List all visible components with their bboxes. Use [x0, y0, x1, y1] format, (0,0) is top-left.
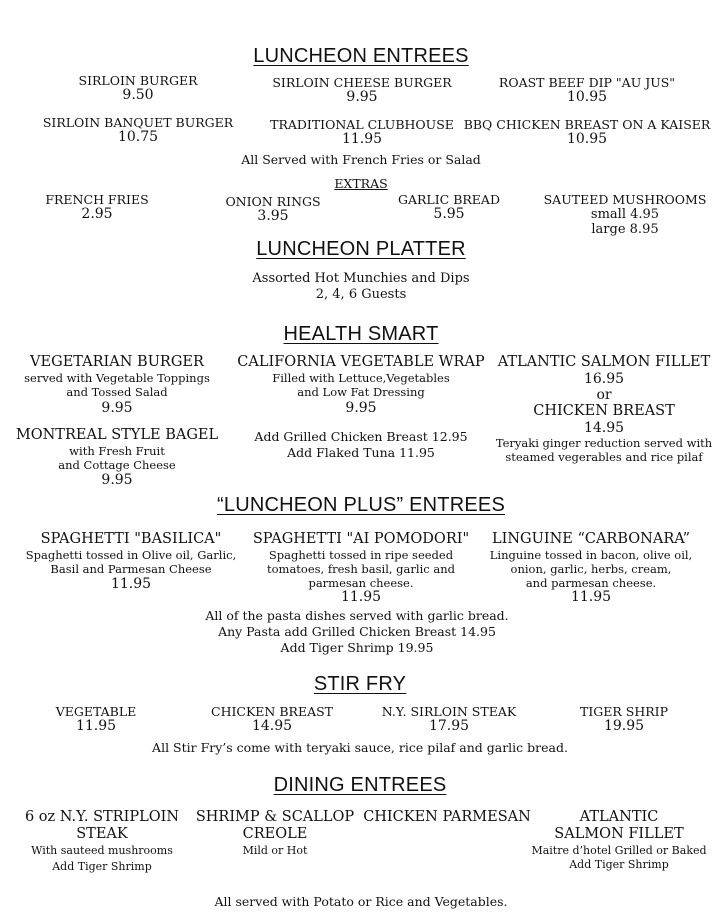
item-name-2: CREOLE	[242, 826, 308, 842]
luncheon-plus-title: “LUNCHEON PLUS” ENTREES	[217, 494, 505, 516]
menu-item-sirloin-burger	[79, 73, 198, 103]
item-name: N.Y. SIRLOIN STEAK	[381, 704, 517, 719]
item-price: 9.95	[101, 472, 133, 488]
item-price: 17.95	[428, 718, 470, 734]
item-name: BBQ CHICKEN BREAST ON A KAISER	[463, 117, 711, 132]
pasta-note-1: All of the pasta dishes served with garlic bread.	[205, 608, 509, 623]
item-name: SAUTEED MUSHROOMS	[543, 192, 707, 207]
item-name-2: STEAK	[76, 826, 128, 842]
platter-line-1: Assorted Hot Munchies and Dips	[252, 271, 470, 286]
item-price: 11.95	[75, 718, 117, 734]
menu-item-spaghetti-pomodori	[253, 531, 469, 605]
item-name: TRADITIONAL CLUBHOUSE	[270, 117, 454, 132]
stir-fry-sirloin-steak	[382, 704, 516, 734]
item-name: SPAGHETTI "AI POMODORI"	[252, 531, 470, 547]
item-price: 10.95	[566, 89, 608, 105]
item-price: 10.75	[117, 129, 159, 145]
item-name-2: SALMON FILLET	[554, 826, 684, 842]
item-price: 14.95	[251, 718, 293, 734]
item-price: 11.95	[570, 589, 612, 605]
add-tuna: Add Flaked Tuna 11.95	[287, 445, 435, 460]
item-desc: onion, garlic, herbs, cream,	[510, 562, 672, 576]
menu-item-linguine-carbonara	[490, 531, 692, 605]
extra-onion-rings	[225, 194, 320, 224]
menu-item-vegetarian-burger	[24, 354, 210, 416]
item-or: or	[596, 387, 612, 403]
platter-description	[252, 271, 469, 303]
item-name: FRENCH FRIES	[45, 192, 149, 207]
item-desc: and Cottage Cheese	[58, 458, 176, 472]
item-desc: Basil and Parmesan Cheese	[50, 562, 212, 576]
item-desc: and parmesan cheese.	[525, 576, 657, 590]
menu-item-california-wrap	[237, 354, 484, 416]
served-with-note: All Served with French Fries or Salad	[241, 152, 481, 167]
item-price: 11.95	[341, 131, 383, 147]
pasta-notes	[205, 608, 508, 656]
menu-item-sirloin-banquet-burger	[43, 115, 233, 145]
item-name: 6 oz N.Y. STRIPLOIN	[24, 809, 180, 825]
menu-item-sirloin-cheese-burger	[272, 75, 451, 105]
add-chicken: Add Grilled Chicken Breast 12.95	[254, 429, 468, 444]
item-name: CALIFORNIA VEGETABLE WRAP	[237, 354, 485, 370]
menu-item-montreal-bagel	[16, 427, 218, 488]
item-desc: Spaghetti tossed in ripe seeded	[268, 548, 454, 562]
item-price: 10.95	[566, 131, 608, 147]
item-name: MONTREAL STYLE BAGEL	[15, 427, 219, 443]
item-name: SPAGHETTI "BASILICA"	[40, 531, 222, 547]
item-desc: tomatoes, fresh basil, garlic and	[267, 562, 455, 576]
item-name: SIRLOIN BANQUET BURGER	[42, 115, 234, 130]
item-name: SIRLOIN CHEESE BURGER	[272, 75, 452, 90]
item-name: CHICKEN PARMESAN	[363, 809, 531, 825]
item-price: 9.95	[346, 89, 378, 105]
item-desc: parmesan cheese.	[308, 576, 414, 590]
item-name: LINGUINE “CARBONARA”	[491, 531, 690, 547]
item-price: 9.95	[345, 400, 377, 416]
item-desc: Maitre d’hotel Grilled or Baked	[531, 844, 707, 857]
item-name-2: CHICKEN BREAST	[533, 403, 675, 419]
stir-fry-tiger-shrimp	[580, 704, 668, 734]
item-desc: and Low Fat Dressing	[297, 385, 425, 399]
dining-note: All served with Potato or Rice and Vegetables.	[214, 894, 508, 909]
item-desc: served with Vegetable Toppings	[24, 371, 210, 385]
item-name: GARLIC BREAD	[398, 192, 500, 207]
item-name: ATLANTIC SALMON FILLET	[497, 354, 711, 370]
menu-item-spaghetti-basilica	[26, 531, 236, 592]
pasta-note-3: Add Tiger Shrimp 19.95	[280, 640, 434, 655]
item-name: ONION RINGS	[225, 194, 321, 209]
item-name: CHICKEN BREAST	[211, 704, 333, 719]
item-name: VEGETARIAN BURGER	[30, 354, 204, 370]
item-desc: Spaghetti tossed in Olive oil, Garlic,	[25, 548, 237, 562]
dining-entrees-title: DINING ENTREES	[273, 774, 447, 796]
item-price: 5.95	[433, 206, 465, 222]
menu-item-atlantic-salmon	[496, 354, 712, 464]
stir-fry-vegetable	[56, 704, 137, 734]
item-desc: Mild or Hot	[242, 844, 308, 857]
luncheon-entrees-title: LUNCHEON ENTREES	[253, 45, 469, 67]
item-desc: and Tossed Salad	[66, 385, 168, 399]
extra-sauteed-mushrooms	[544, 192, 707, 237]
stir-fry-note: All Stir Fry’s come with teryaki sauce, rice pilaf and garlic bread.	[152, 740, 568, 755]
item-name: TIGER SHRIP	[580, 704, 668, 719]
item-name: SHRIMP & SCALLOP	[195, 809, 355, 825]
luncheon-platter-title: LUNCHEON PLATTER	[256, 238, 466, 260]
item-price: 11.95	[340, 589, 382, 605]
platter-line-2: 2, 4, 6 Guests	[315, 287, 407, 302]
item-price-small: small 4.95	[590, 207, 660, 222]
dining-atlantic-salmon	[531, 809, 706, 871]
item-price: 16.95	[583, 371, 625, 387]
item-name: ATLANTIC	[579, 809, 659, 825]
item-price: 19.95	[603, 718, 645, 734]
dining-striploin-steak	[25, 809, 179, 875]
item-price-2: 14.95	[583, 420, 625, 436]
stir-fry-chicken-breast	[211, 704, 333, 734]
health-add-ons	[254, 429, 467, 461]
item-desc: With sauteed mushrooms	[31, 844, 173, 857]
item-price: 9.50	[122, 87, 154, 103]
item-name: VEGETABLE	[55, 704, 137, 719]
item-name: ROAST BEEF DIP "AU JUS"	[498, 75, 676, 90]
item-price: 3.95	[257, 208, 289, 224]
item-desc: with Fresh Fruit	[69, 444, 165, 458]
menu-item-bbq-chicken	[464, 117, 711, 147]
item-desc: Filled with Lettuce,Vegetables	[272, 371, 450, 385]
dining-shrimp-scallop-creole	[196, 809, 354, 858]
item-desc: Add Tiger Shrimp	[569, 858, 669, 871]
menu-item-traditional-clubhouse	[270, 117, 454, 147]
dining-chicken-parmesan	[363, 809, 531, 826]
health-smart-title: HEALTH SMART	[283, 323, 439, 345]
item-desc: Add Tiger Shrimp	[52, 860, 152, 873]
item-desc: Linguine tossed in bacon, olive oil,	[489, 548, 693, 562]
extra-french-fries	[45, 192, 148, 222]
item-price: 11.95	[110, 576, 152, 592]
stir-fry-title: STIR FRY	[313, 673, 407, 695]
extra-garlic-bread	[398, 192, 500, 222]
item-price-large: large 8.95	[591, 222, 659, 237]
extras-title: EXTRAS	[334, 176, 388, 191]
item-price: 9.95	[101, 400, 133, 416]
pasta-note-2: Any Pasta add Grilled Chicken Breast 14.95	[218, 624, 496, 639]
menu-item-roast-beef-dip	[499, 75, 675, 105]
item-desc: Teryaki ginger reduction served with	[495, 436, 713, 450]
item-name: SIRLOIN BURGER	[78, 73, 198, 88]
item-desc: steamed vegerables and rice pilaf	[505, 450, 703, 464]
item-price: 2.95	[81, 206, 113, 222]
